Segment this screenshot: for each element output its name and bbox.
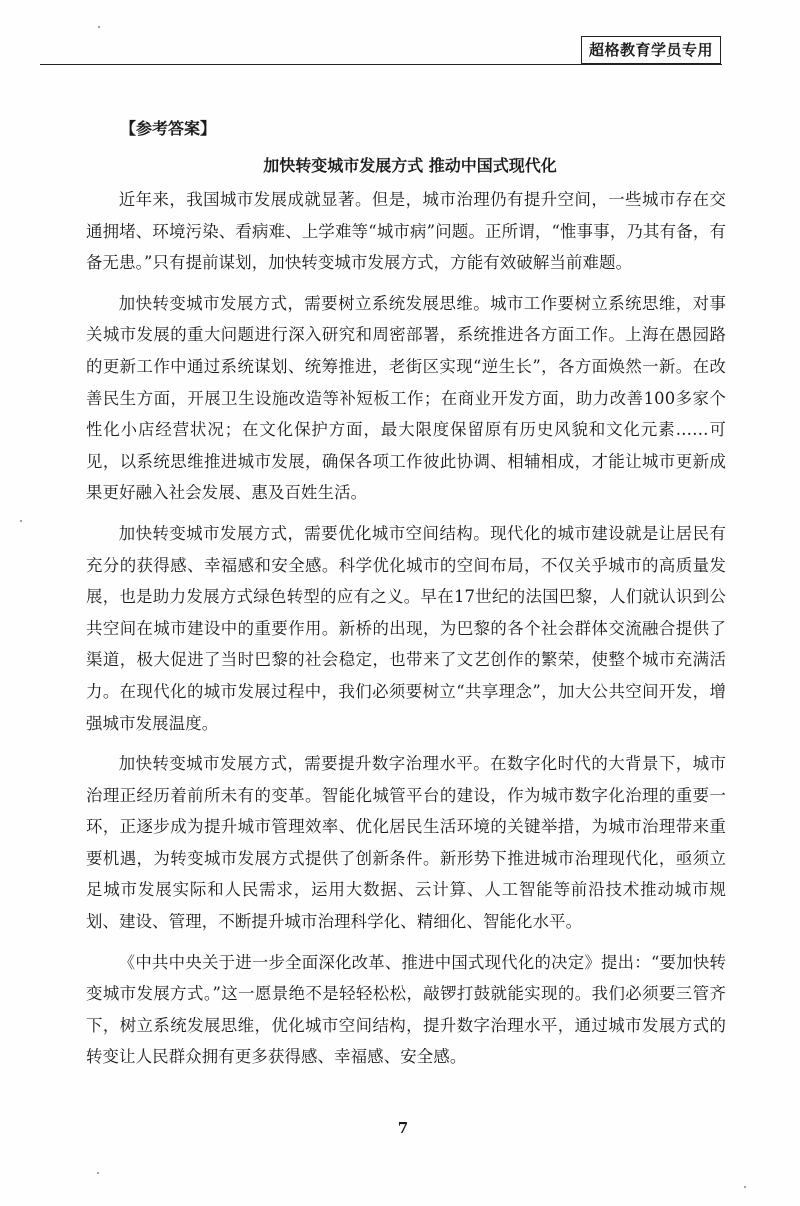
document-title: 加快转变城市发展方式 推动中国式现代化 [263, 156, 557, 175]
scan-speck [20, 520, 22, 522]
body-text [86, 184, 726, 1082]
scan-speck [98, 26, 100, 28]
paragraph-spatial-structure: 加快转变城市发展方式，需要优化城市空间结构。现代化的城市建设就是让居民有充分的获得感、幸福感和安全感。科学优化城市的空间布局，不仅关乎城市的高质量发展，也是助力发展方式绿色转型的应有之义。早在17世纪的法国巴黎，人们就认识到公共空间在城市建设中的重要作用。新桥的出现，为巴黎的各个社会群体交流融合提供了渠道，极大促进了当时巴黎的社会稳定，也带来了文艺创作的繁荣，使整个城市充满活力。在现代化的城市发展过程中，我们必须要树立“共享理念”，加大公共空间开发，增强城市发展温度。 [86, 523, 726, 733]
scan-speck [97, 1172, 99, 1174]
page-number: 7 [397, 1119, 409, 1137]
paragraph-intro: 近年来，我国城市发展成就显著。但是，城市治理仍有提升空间，一些城市存在交通拥堵、环境污染、看病难、上学难等“城市病”问题。正所谓，“惟事事，乃其有备，有备无患。”只有提前谋划，加快转变城市发展方式，方能有效破解当前难题。 [86, 190, 726, 273]
paragraph-system-thinking: 加快转变城市发展方式，需要树立系统发展思维。城市工作要树立系统思维，对事关城市发展的重大问题进行深入研究和周密部署，系统推进各方面工作。上海在愚园路的更新工作中通过系统谋划、统筹推进，老街区实现“逆生长”，各方面焕然一新。在改善民生方面，开展卫生设施改造等补短板工作；在商业开发方面，助力改善100多家个性化小店经营状况；在文化保护方面，最大限度保留原有历史风貌和文化元素……可见，以系统思维推进城市发展，确保各项工作彼此协调、相辅相成，才能让城市更新成果更好融入社会发展、惠及百姓生活。 [86, 293, 726, 503]
header-stamp: 超格教育学员专用 [581, 36, 721, 64]
paragraph-digital-governance: 加快转变城市发展方式，需要提升数字治理水平。在数字化时代的大背景下，城市治理正经历着前所未有的变革。智能化城管平台的建设，作为城市数字化治理的重要一环，正逐步成为提升城市管理效率、优化居民生活环境的关键举措，为城市治理带来重要机遇，为转变城市发展方式提供了创新条件。新形势下推进城市治理现代化，亟须立足城市发展实际和人民需求，运用大数据、云计算、人工智能等前沿技术推动城市规划、建设、管理，不断提升城市治理科学化、精细化、智能化水平。 [86, 754, 726, 932]
paragraph-conclusion: 《中共中央关于进一步全面深化改革、推进中国式现代化的决定》提出：“要加快转变城市发展方式。”这一愿景绝不是轻轻松松，敲锣打鼓就能实现的。我们必须要三管齐下，树立系统发展思维，优化城市空间结构，提升数字治理水平，通过城市发展方式的转变让人民群众拥有更多获得感、幸福感、安全感。 [86, 952, 726, 1067]
section-label: 【参考答案】 [120, 119, 217, 138]
header-divider [40, 64, 722, 65]
scan-speck [744, 1186, 746, 1188]
